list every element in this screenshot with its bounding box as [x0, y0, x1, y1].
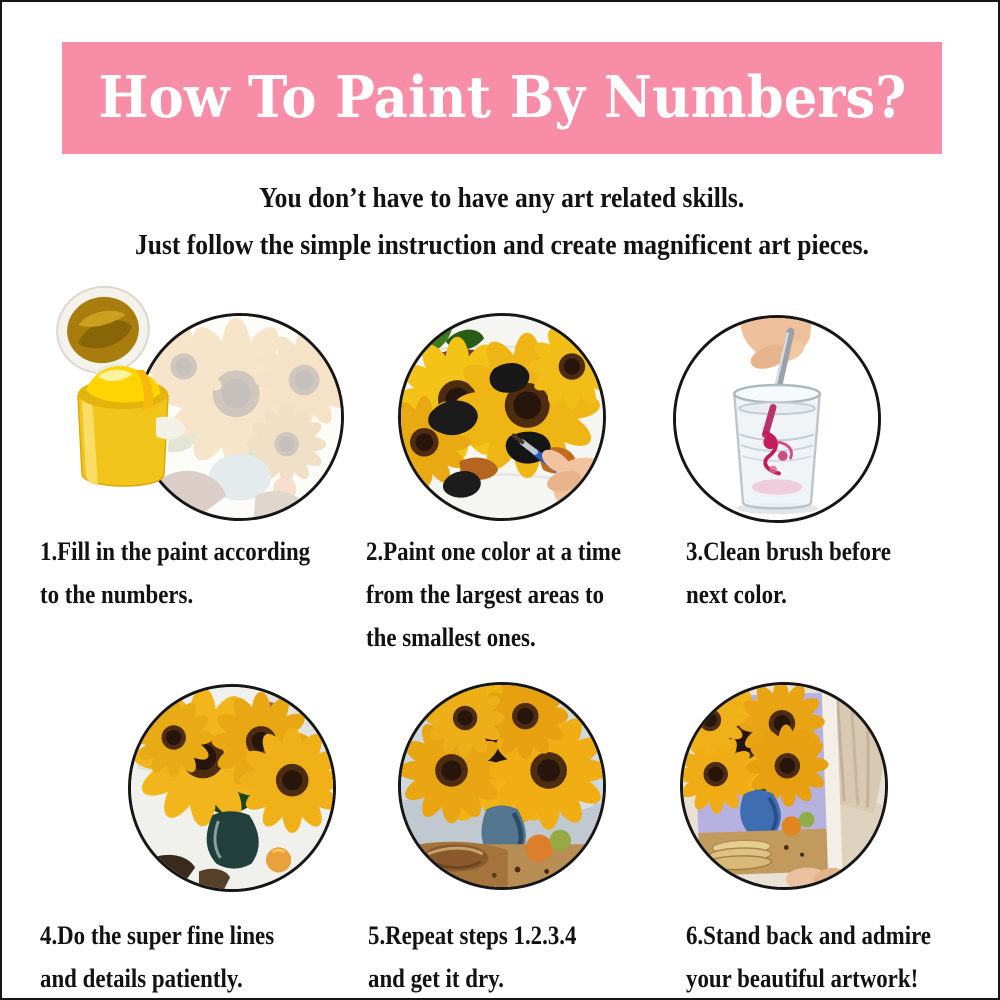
- brush-cleaning-illustration: [676, 318, 878, 520]
- title-banner: [62, 42, 942, 154]
- paint-pots-illustration: [48, 278, 198, 503]
- step-5-photo: [398, 682, 606, 890]
- step-4-photo: [128, 684, 336, 892]
- step-5-caption: 5.Repeat steps 1.2.3.4 and get it dry.: [368, 921, 577, 993]
- intro-line-2: Just follow the simple instruction and create magnificent art pieces.: [135, 229, 869, 261]
- step-6-photo: [680, 682, 888, 890]
- step-2-photo: [398, 313, 606, 521]
- step-3-caption: 3.Clean brush before next color.: [686, 537, 891, 609]
- step-1-caption: 1.Fill in the paint according to the numbers.: [40, 537, 311, 609]
- step-6-caption: 6.Stand back and admire your beautiful artwork!: [686, 921, 931, 993]
- dried-painting-illustration: [401, 685, 603, 887]
- step-2-caption: 2.Paint one color at a time from the largest areas to the smallest ones.: [366, 537, 622, 652]
- paint-cup-icon: [48, 278, 198, 503]
- finished-painting-illustration: [131, 687, 333, 889]
- vase-icon: [207, 811, 259, 868]
- painting-in-progress-illustration: [401, 316, 603, 518]
- page-title: How To Paint By Numbers?: [98, 64, 906, 131]
- step-4-caption: 4.Do the super fine lines and details patiently.: [40, 921, 275, 993]
- water-cup-icon: [734, 385, 819, 514]
- holding-artwork-illustration: [683, 685, 885, 887]
- step-3-photo: [673, 315, 881, 523]
- intro-line-1: You don’t have to have any art related skills.: [259, 182, 745, 214]
